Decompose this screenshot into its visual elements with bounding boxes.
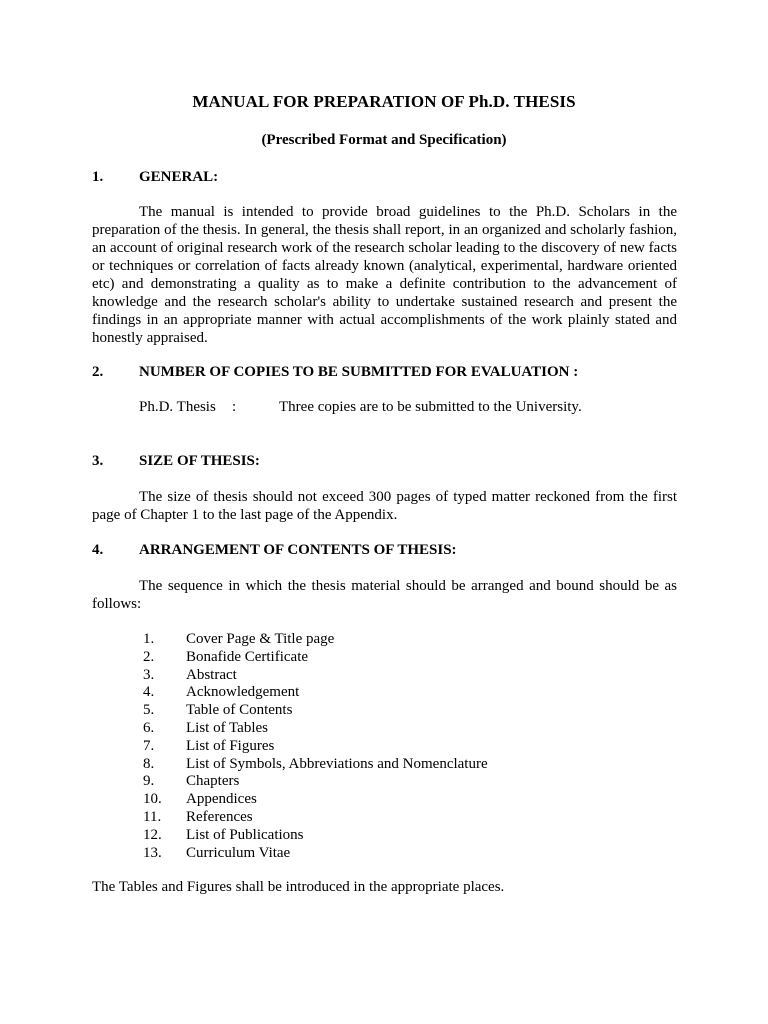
list-item: 6. List of Tables — [143, 719, 268, 736]
section-1-heading — [92, 169, 218, 186]
section-title: NUMBER OF COPIES TO BE SUBMITTED FOR EVALUATION : — [139, 364, 579, 380]
list-item: 3. Abstract — [143, 666, 237, 683]
section-number: 4. — [92, 542, 104, 558]
list-item: 12. List of Publications — [143, 826, 304, 843]
section-4-heading — [92, 542, 457, 559]
document-subtitle: (Prescribed Format and Specification) — [261, 132, 507, 148]
list-item: 7. List of Figures — [143, 737, 275, 754]
copies-separator: : — [232, 399, 237, 415]
copies-value: Three copies are to be submitted to the University. — [279, 399, 582, 415]
section-title: SIZE OF THESIS: — [139, 453, 260, 469]
section-title: GENERAL: — [139, 169, 219, 185]
closing-sentence: The Tables and Figures shall be introduced in the appropriate places. — [92, 879, 505, 895]
document-title: MANUAL FOR PREPARATION OF Ph.D. THESIS — [192, 92, 576, 111]
list-item: 4. Acknowledgement — [143, 684, 300, 701]
list-item: 11. References — [143, 808, 253, 825]
section-4-paragraph: The sequence in which the thesis material should be arranged and bound should be as follows: — [92, 578, 677, 612]
list-item: 9. Chapters — [143, 773, 240, 790]
section-number: 3. — [92, 453, 104, 469]
section-3-paragraph: The size of thesis should not exceed 300 pages of typed matter reckoned from the first page of Chapter 1 to the last page of the Appendix. — [92, 489, 677, 523]
list-item: 10. Appendices — [143, 791, 257, 808]
section-3-heading — [92, 453, 260, 470]
list-item: 13. Curriculum Vitae — [143, 844, 291, 861]
contents-list — [143, 631, 488, 862]
list-item: 1. Cover Page & Title page — [143, 631, 335, 647]
section-title: ARRANGEMENT OF CONTENTS OF THESIS: — [139, 542, 457, 558]
section-2-heading — [92, 364, 578, 381]
section-number: 2. — [92, 364, 104, 380]
section-1-paragraph: The manual is intended to provide broad guidelines to the Ph.D. Scholars in the preparation of the thesis. In general, the thesis shall report, in an organized and scholarly fashion, an account of original research work of the research scholar leading to the discovery of new facts or techniques or correlation of facts already known (analytical, experimental, hardware oriented etc) and demonstrating a quality as to make a definite contribution to the advancement of knowledge and the research scholar's ability to undertake sustained research and present the findings in an appropriate manner with actual accomplishments of the work plainly stated and honestly appraised. — [92, 204, 677, 346]
list-item: 2. Bonafide Certificate — [143, 648, 309, 665]
list-item: 8. List of Symbols, Abbreviations and Nomenclature — [143, 755, 488, 772]
list-item: 5. Table of Contents — [143, 702, 293, 719]
copies-label: Ph.D. Thesis — [139, 399, 216, 415]
section-number: 1. — [92, 169, 104, 185]
